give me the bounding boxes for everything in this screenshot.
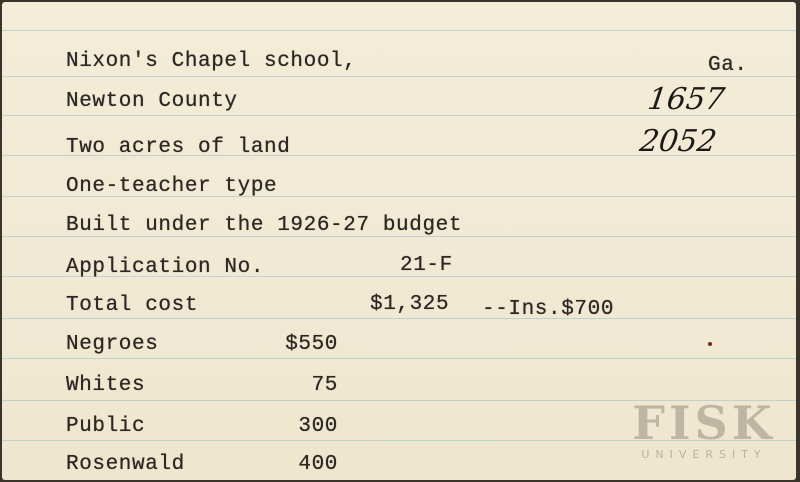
land: Two acres of land bbox=[66, 136, 291, 159]
ruled-line bbox=[2, 30, 796, 31]
county: Newton County bbox=[66, 90, 238, 113]
logo-subtitle: UNIVERSITY bbox=[641, 448, 767, 461]
contribution-amount: 75 bbox=[311, 374, 338, 397]
state: Ga. bbox=[708, 54, 748, 77]
budget: Built under the 1926-27 budget bbox=[66, 214, 463, 237]
handwritten-number: 1657 bbox=[645, 82, 727, 117]
application-number: 21-F bbox=[400, 254, 453, 277]
application-label: Application No. bbox=[66, 256, 265, 279]
contribution-amount: $550 bbox=[285, 333, 338, 356]
ruled-line bbox=[2, 76, 796, 77]
contribution-label: Rosenwald bbox=[66, 453, 185, 476]
fisk-university-watermark bbox=[624, 396, 784, 461]
contribution-amount: 400 bbox=[298, 453, 338, 476]
contribution-amount: 300 bbox=[298, 415, 338, 438]
contribution-label: Negroes bbox=[66, 333, 159, 356]
index-card bbox=[2, 2, 796, 480]
school-name: Nixon's Chapel school, bbox=[66, 50, 357, 73]
insurance: --Ins.$700 bbox=[482, 298, 615, 321]
logo-name: FISK bbox=[632, 396, 776, 450]
contribution-label: Public bbox=[66, 415, 146, 438]
ruled-line bbox=[2, 318, 796, 319]
ruled-line bbox=[2, 358, 796, 359]
total-cost-value: $1,325 bbox=[370, 293, 450, 316]
handwritten-number: 2052 bbox=[637, 124, 719, 159]
ink-spot bbox=[708, 342, 712, 346]
contribution-label: Whites bbox=[66, 374, 146, 397]
school-type: One-teacher type bbox=[66, 175, 278, 198]
total-cost-label: Total cost bbox=[66, 294, 199, 317]
